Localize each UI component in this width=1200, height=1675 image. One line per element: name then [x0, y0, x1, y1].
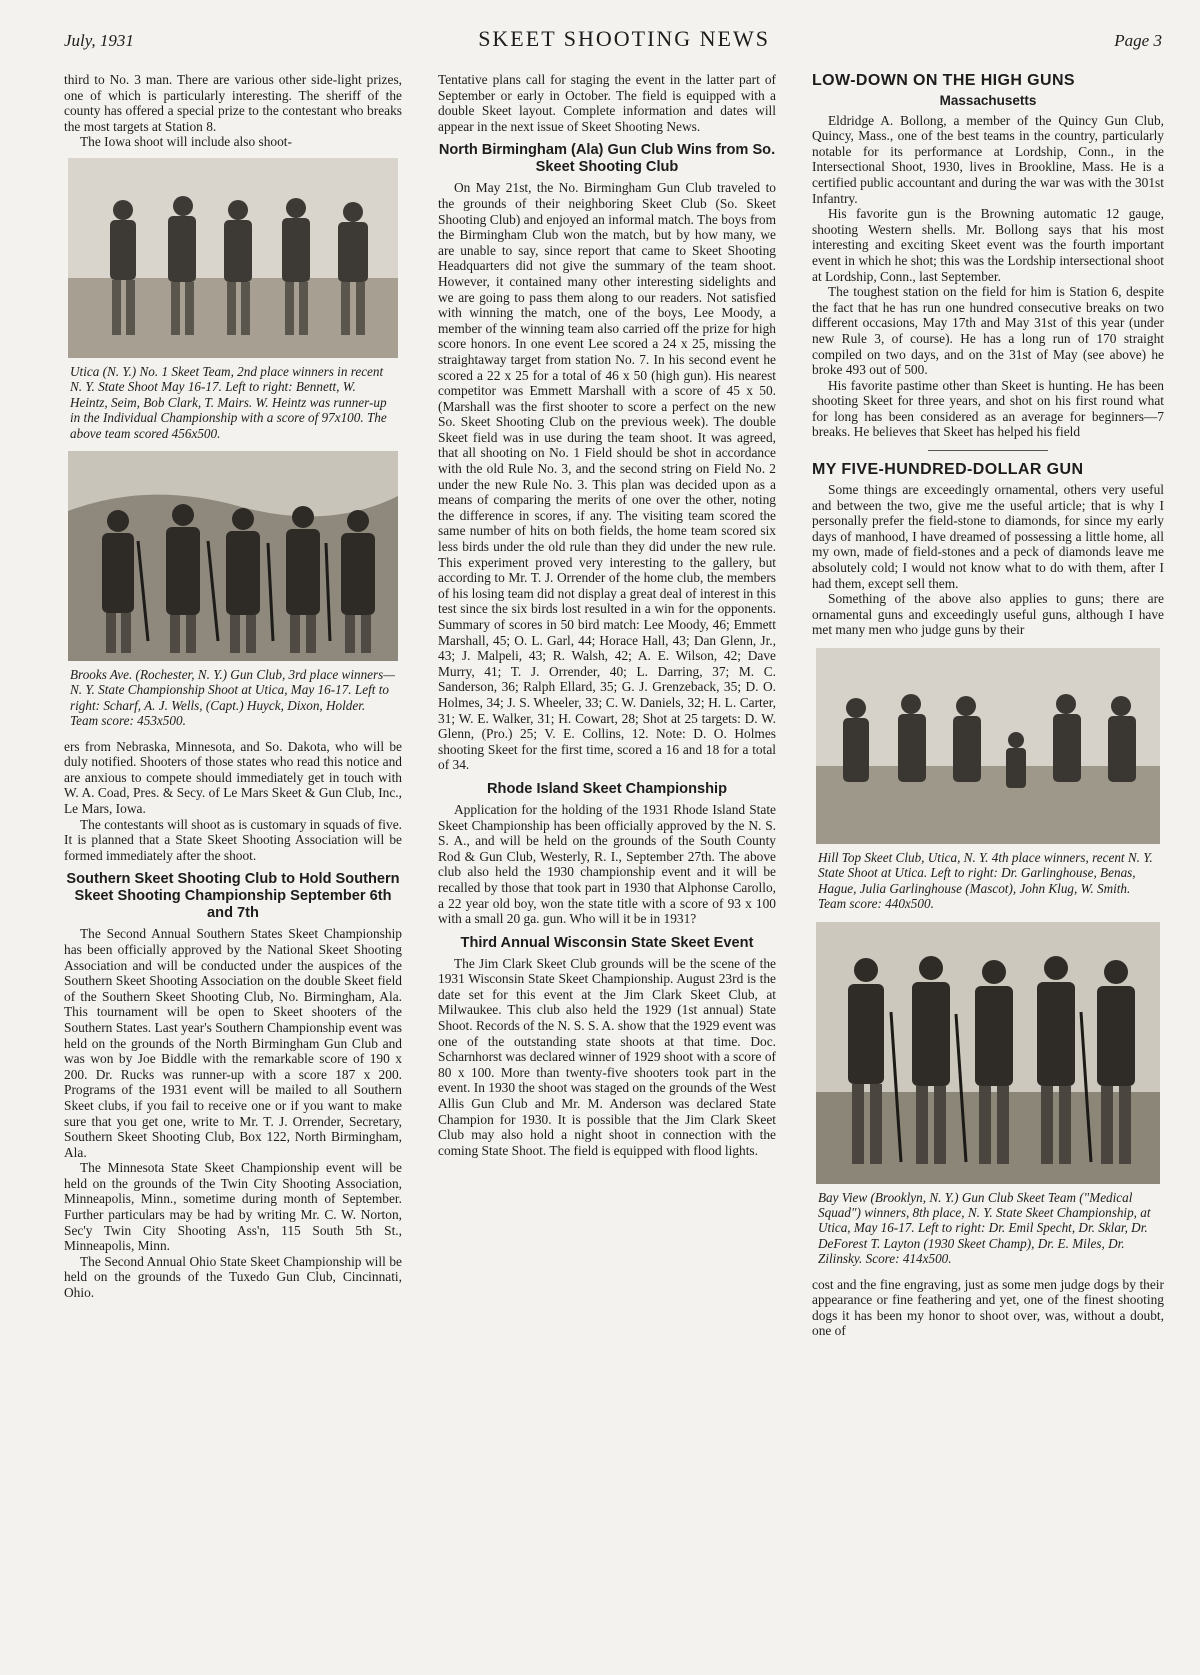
- iowa-paragraph-4: The contestants will shoot as is customary in squads of five. It is planned that a State Skeet Shooting Association will be formed immediately after the shoot.: [64, 816, 402, 863]
- issue-date: July, 1931: [64, 31, 134, 50]
- wisconsin-paragraph: The Jim Clark Skeet Club grounds will be the scene of the 1931 Wisconsin State Skeet Championship. August 23rd is the date set for this event at the Jim Clark Skeet Club, at Milwaukee. This club also held the 1929 (1st annual) State Shoot. Records of the N. S. S. A. show that the 1929 event was one of the outstanding state shoots at that time. Doc. Scharnhorst was declared winner of 1929 shoot with a score of 80 x 100. More than twenty-five shooters took part in the event. In 1930 the shoot was staged on the grounds of the West Allis Gun Club and Mr. M. Anderson was declared State Champion for 1930. It is possible that the Jim Clark Skeet Club may also hold a night shoot in connection with the coming State Shoot. The field is equipped with flood lights.: [438, 955, 776, 1158]
- heading-five-hundred-dollar-gun: MY FIVE-HUNDRED-DOLLAR GUN: [812, 461, 1084, 479]
- heading-rhode-island: Rhode Island Skeet Championship: [486, 780, 728, 797]
- photo-caption-hill-top: Hill Top Skeet Club, Utica, N. Y. 4th place winners, recent N. Y. State Shoot at Utica. Left to right: Dr. Garlinghouse, Benas, Hague, Julia Garlinghouse (Mascot), John Klug, W. Smith. Team score: 440x500.: [818, 850, 1153, 912]
- ohio-continued-paragraph: Tentative plans call for staging the event in the latter part of September or early in October. The field is equipped with a double Skeet layout. Complete information and dates will appear in the next issue of Skeet Shooting News.: [438, 72, 776, 134]
- southern-paragraph-1: The Second Annual Southern States Skeet Championship has been officially approved by the National Skeet Shooting Association and will be conducted under the auspices of the Southern Skeet Shooting Association on the double Skeet field of the Southern Skeet Shooting Club, No. Birmingham, Ala. This tournament will be open to Skeet shooters of the Southern States. Last year's Southern Championship event was held on the grounds of the North Birmingham Gun Club and was won by Joe Biddle with the remarkable score of 190 x 200. Dr. Rucks was runner-up with a score 187 x 200. Programs of the 1931 event will be mailed to all Southern Skeet clubs, if you fail to receive one or if you want to make sure that you get one, write to Mr. T. J. Orrender, Secretary, Southern Skeet Shooting Club, Box 122, North Birmingham, Ala.: [64, 926, 402, 1160]
- masthead-title: SKEET SHOOTING NEWS: [478, 26, 770, 51]
- column-2: [438, 72, 776, 1662]
- iowa-paragraph-3: ers from Nebraska, Minnesota, and So. Dakota, who will be duly notified. Shooters of those states who read this notice and are anxious to compete should immediately get in touch with W. A. Coad, Pres. & Secy. of Le Mars Skeet & Gun Club, Inc., Le Mars, Iowa.: [64, 738, 402, 816]
- photo-bay-view-team: [816, 922, 1160, 1184]
- north-birmingham-paragraph: On May 21st, the No. Birmingham Gun Club traveled to the grounds of their neighboring Skeet Club (So. Skeet Shooting Club) and enjoyed an informal match. The boys from the Birmingham Club won the match, but by how many, we are unable to say, since report that came to Skeet Shooting Headquarters did not give the summary of the team shoot. However, it contained many other interesting sidelights and we are going to pass them along to our readers. Not satisfied with winning the match, one of the boys, Lee Moody, a member of the winning team also carried off the prize for high score honors. In one event Lee scored a 24 x 25, missing the straightaway target from station No. 7. In his second event he scored a 22 x 25 for a total of 46 x 50 (high gun). His nearest competitor was Emmett Marshall with a score of 45 x 50. (Marshall was the first shooter to score a perfect on the new So. Skeet Shooting Club on the previous week). The double Skeet field was in use during the team shoot. It was agreed, that all shooting on No. 1 Field should be shot in accordance with the old Rule No. 3, and the second string on Field No. 2 under the new Rule No. 3. This plan was decided upon as a means of comparing the merits of one over the other, noting the difference in scores, if any. The visiting team scored the same number of hits on both fields, the home team scored six less birds under the old rule than they did under the new rule. This experiment proved very interesting to the gallery, but according to Mr. T. J. Orrender of the home club, the members of his losing team did not display a great deal of interest in this test since the six birds lost resulted in a win for the opponents. Summary of scores in 50 bird match: Lee Moody, 46; Emmett Marshall, 45; O. L. Garl, 44; Horace Hall, 43; Dan Glenn, Jr., 43; J. Malpeli, 43; R. Walsh, 42; A. E. Wilson, 42; Dave Murry, 41; T. J. Orrender, 40; L. Darring, 37; M. C. Sanderson, 36; Ralph Ellard, 35; G. J. Grenzeback, 35; D. O. Holmes, 34; J. S. Wheeler, 33; C. W. Daniels, 32; H. L. Carter, 31; W. E. Walker, 31; H. Cowart, 28; Shot at 25 targets: D. W. Glenn, (Pro.) 25; V. E. Collins, 12. Note: D. O. Holmes shooting Skeet for the first time, scored a 16 and 18 for a total of 34.: [438, 180, 776, 773]
- column-1: [64, 72, 402, 1662]
- heading-wisconsin: Third Annual Wisconsin State Skeet Event: [460, 934, 754, 951]
- photo-caption-brooks-ave: Brooks Ave. (Rochester, N. Y.) Gun Club, 3rd place winners—N. Y. State Championship Shoot at Utica, May 16-17. Left to right: Scharf, A. J. Wells, (Capt.) Huyck, Dixon, Holder. Team score: 453x500.: [70, 667, 396, 729]
- photo-caption-bay-view: Bay View (Brooklyn, N. Y.) Gun Club Skeet Team ("Medical Squad") winners, 8th place, N. Y. State Skeet Championship, at Utica, May 16-17. Left to right: Dr. Emil Specht, Dr. Sklar, Dr. DeForest T. Layton (1930 Skeet Champ), Dr. E. Miles, Dr. Zilinsky. Score: 414x500.: [818, 1189, 1151, 1267]
- minnesota-paragraph: The Minnesota State Skeet Championship event will be held on the grounds of the Twin City Shooting Association, Minneapolis, Minn., sometime during month of September. Further particulars may be had by writing Mr. C. W. Norton, Sec'y Twin City Shooting Ass'n, 115 South 5th St., Minneapolis, Minn.: [64, 1160, 402, 1254]
- gun-paragraph-2: Something of the above also applies to guns; there are ornamental guns and exceedingly useful guns, although I have met many men who judge guns by their: [812, 591, 1164, 638]
- lowdown-paragraph-3: The toughest station on the field for him is Station 6, despite the fact that he has run one hundred consecutive breaks on two different occasions, May 17th and May 31st of this year (under new Rule 3, of course). He has a long run of 170 straight compiled on two days, and on the 31st of May (see above) he broke 493 out of 500.: [812, 284, 1164, 378]
- lowdown-paragraph-4: His favorite pastime other than Skeet is hunting. He has been shooting Skeet for three years, and shot on his first round what for long has been considered as an average for beginners—7 breaks. He believes that Skeet has helped his field: [812, 377, 1164, 440]
- section-divider: [928, 450, 1048, 451]
- photo-brooks-ave-team: [68, 451, 398, 661]
- gun-paragraph-1: Some things are exceedingly ornamental, others very useful and between the two, give me the useful article; that is why I personally prefer the field-stone to diamonds, for since my early days of manhood, I have dreamed of possessing a little home, all my own, made of field-stones and a peck of diamonds leave me absolutely cold; I would not know what to do with them, after I had them, except sell them.: [812, 482, 1164, 591]
- lowdown-paragraph-1: Eldridge A. Bollong, a member of the Quincy Gun Club, Quincy, Mass., one of the best teams in the country, particularly notable for its performance at Lordship, Conn., in the Intersectional Shoot, 1930, lives in Brookline, Mass. He is a certified public accountant and during the war was with the 301st Infantry.: [812, 112, 1164, 206]
- heading-north-birmingham: North Birmingham (Ala) Gun Club Wins from So. Skeet Shooting Club: [438, 142, 776, 176]
- photo-hill-top-team: [816, 648, 1160, 844]
- heading-low-down: LOW-DOWN ON THE HIGH GUNS: [812, 72, 1075, 89]
- page-header: [64, 26, 1162, 62]
- lowdown-paragraph-2: His favorite gun is the Browning automatic 12 gauge, shooting Western shells. Mr. Bollong says that his most interesting and exciting Skeet event was the fourth important event in which he shot; this was the Lordship intersectional shoot at Lordship, Conn., last September.: [812, 206, 1164, 284]
- gun-paragraph-3: cost and the fine engraving, just as some men judge dogs by their appearance or fine feathering and yet, one of the finest shooting dogs it has been my honor to shoot over, was, without a doubt, one of: [812, 1276, 1164, 1339]
- heading-southern-skeet: Southern Skeet Shooting Club to Hold Southern Skeet Shooting Championship September 6th and 7th: [66, 871, 400, 922]
- ohio-paragraph: The Second Annual Ohio State Skeet Championship will be held on the grounds of the Tuxedo Gun Club, Cincinnati, Ohio.: [64, 1253, 402, 1301]
- iowa-paragraph-2: The Iowa shoot will include also shoot-: [80, 134, 292, 150]
- rhode-island-paragraph: Application for the holding of the 1931 Rhode Island State Skeet Championship has been officially approved by the N. S. S. A., and will be held on the grounds of the South County Rod & Gun Club, Westerly, R. I., September 27th. The above club also held the 1930 championship event and it will be recalled by those that took part in 1930 that Alphonse Carollo, a 22 year old boy, won the state title with a score of 93 x 100 with a small 20 ga. gun. Who will it be in 1931?: [438, 801, 776, 927]
- column-3: [812, 72, 1164, 1662]
- article-columns: [64, 72, 1164, 1662]
- page-number: Page 3: [1114, 31, 1162, 50]
- subheading-massachusetts: Massachusetts: [939, 93, 1037, 108]
- iowa-paragraph-1: third to No. 3 man. There are various other side-light prizes, one of which is particularly interesting. The sheriff of the county has offered a special prize to the contestant who breaks the most targets at Station 8.: [64, 72, 402, 134]
- photo-caption-utica: Utica (N. Y.) No. 1 Skeet Team, 2nd place winners in recent N. Y. State Shoot May 16-17. Left to right: Bennett, W. Heintz, Seim, Bob Clark, T. Mairs. W. Heintz was runner-up in the Individual Championship with a score of 97x100. The above team scored 456x500.: [70, 363, 387, 441]
- photo-utica-team: [68, 158, 398, 358]
